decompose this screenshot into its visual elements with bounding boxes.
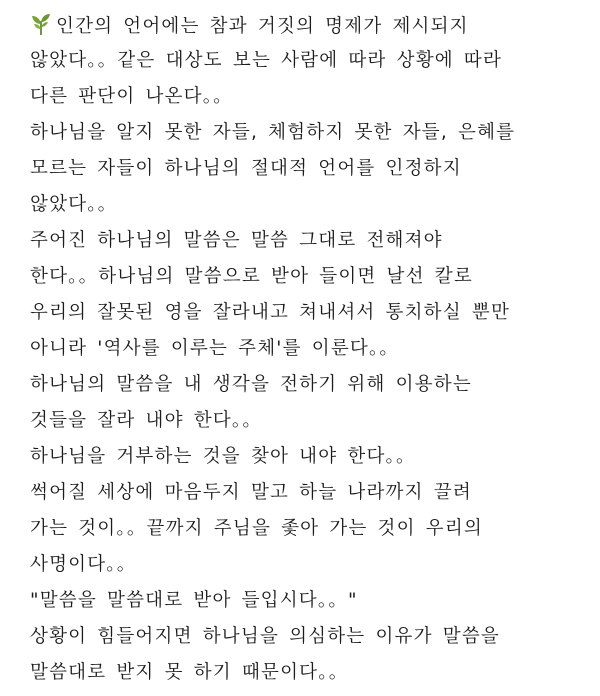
note-line-12: 것들을 잘라 내야 한다。。 — [30, 410, 263, 431]
note-line-16: 사명이다。。 — [30, 554, 137, 575]
note-line-1: 인간의 언어에는 참과 거짓의 명제가 제시되지 — [30, 12, 469, 40]
note-line-3: 다른 판단이 나온다。。 — [30, 86, 233, 107]
note-line-19: 말씀대로 받지 못 하기 때문이다。。 — [30, 662, 349, 683]
note-line-9: 우리의 잘못된 영을 잘라내고 쳐내셔서 통치하실 뿐만 — [30, 302, 511, 323]
note-line-4: 하나님을 알지 못한 자들, 체험하지 못한 자들, 은혜를 — [30, 122, 516, 143]
sprout-icon — [30, 12, 52, 36]
note-line-2: 않았다。。같은 대상도 보는 사람에 따라 상황에 따라 — [30, 50, 503, 71]
note-line-13: 하나님을 거부하는 것을 찾아 내야 한다。。 — [30, 446, 416, 467]
note-line-6: 않았다。。 — [30, 194, 118, 215]
note-line-18: 상황이 힘들어지면 하나님을 의심하는 이유가 말씀을 — [30, 626, 500, 647]
note-line-11: 하나님의 말씀을 내 생각을 전하기 위해 이용하는 — [30, 374, 472, 395]
note-line-17: "말씀을 말씀대로 받아 들입시다。。" — [30, 590, 358, 611]
note-line-10: 아니라 '역사를 이루는 주체'를 이룬다。。 — [30, 338, 400, 359]
note-line-15: 가는 것이。。끝까지 주님을 좇아 가는 것이 우리의 — [30, 518, 483, 539]
note-line-7: 주어진 하나님의 말씀은 말씀 그대로 전해져야 — [30, 230, 443, 251]
note-line-5: 모르는 자들이 하나님의 절대적 언어를 인정하지 — [30, 158, 462, 179]
note-line-8: 한다。。하나님의 말씀으로 받아 들이면 날선 칼로 — [30, 266, 473, 287]
note-line-14: 썩어질 세상에 마음두지 말고 하늘 나라까지 끌려 — [30, 482, 472, 503]
